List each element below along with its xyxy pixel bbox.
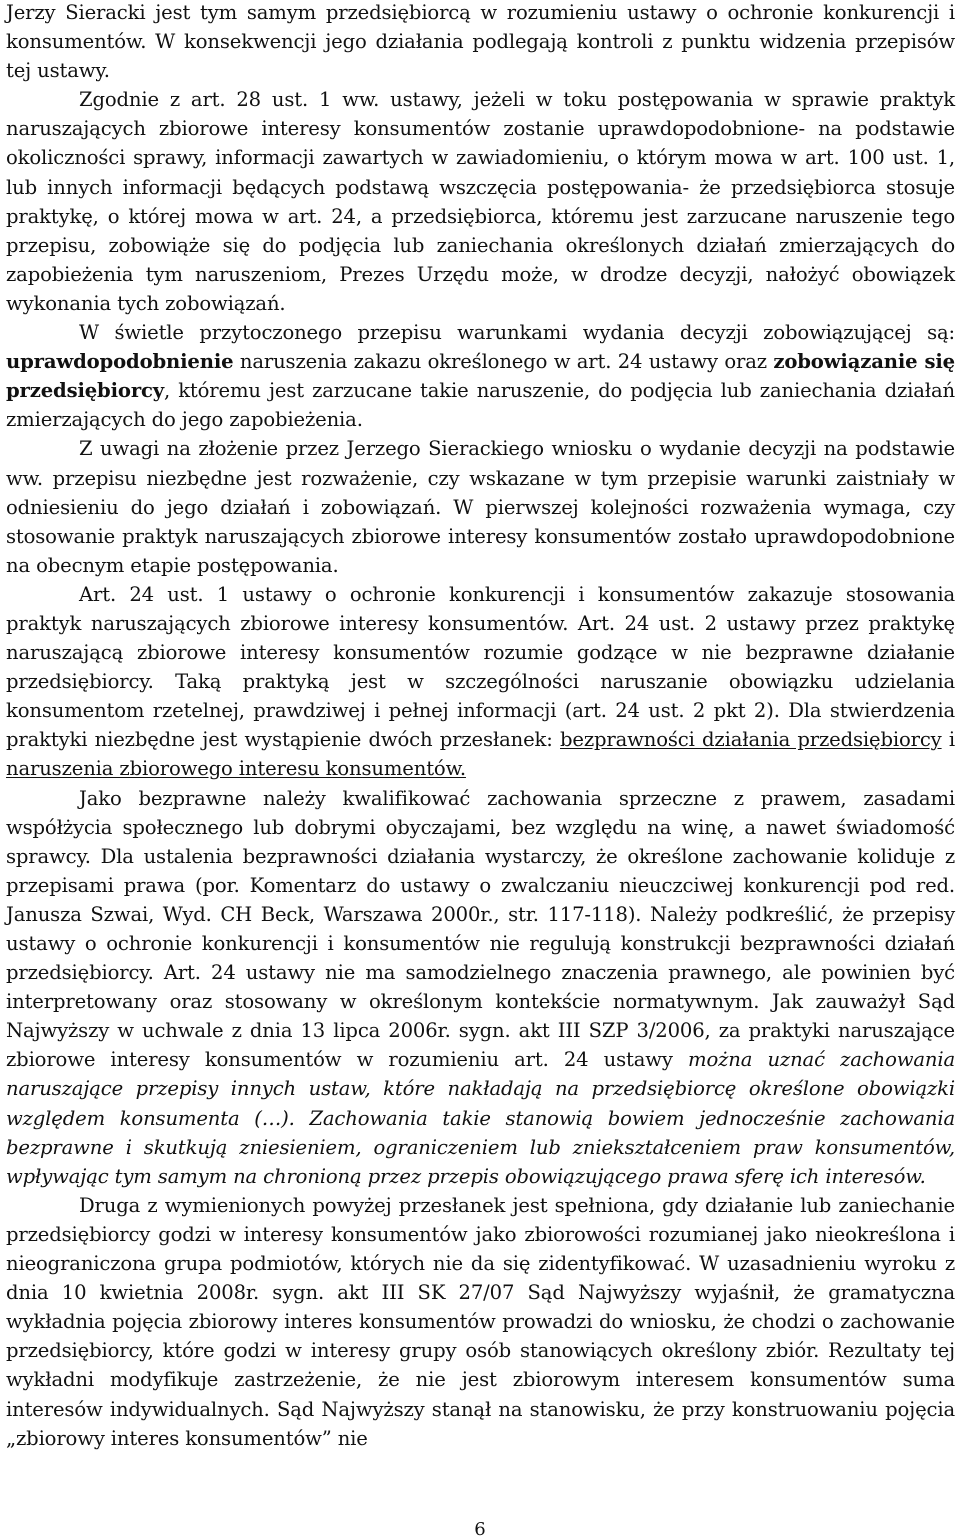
paragraph-3-text-1: W świetle przytoczonego przepisu warunkami wydania decyzji zobowiązującej są: — [79, 321, 955, 345]
paragraph-6-quote: można uznać zachowania naruszające przepisy innych ustaw, które nakładają na przedsiębiorcę określone obowiązki względem konsumenta (…). Zachowania takie stanowią bowiem jednocześnie zachowania bezprawne i skutkują zniesieniem, ograniczeniem lub zniekształceniem praw konsumentów, wpływając tym samym na chronioną przez przepis obowiązującego prawa sferę ich interesów. — [6, 1048, 956, 1188]
paragraph-5-text-1: Art. 24 ust. 1 ustawy o ochronie konkurencji i konsumentów zakazuje stosowania praktyk naruszających zbiorowe interesy konsumentów. Art. 24 ust. 2 ustawy przez praktykę naruszającą zbiorowe interesy konsumentów rozumie godzące w nie bezprawne działanie przedsiębiorcy. Taką praktyką jest w szczególności naruszanie obowiązku udzielania konsumentom rzetelnej, prawdziwej i pełnej informacji (art. 24 ust. 2 pkt 2). Dla stwierdzenia praktyki niezbędne jest wystąpienie dwóch przesłanek: — [6, 582, 955, 752]
paragraph-4: Z uwagi na złożenie przez Jerzego Sierackiego wniosku o wydanie decyzji na podstawie ww. przepisu niezbędne jest rozważenie, czy wskazane w tym przepisie warunki zaistniały w odniesieniu do jego działań i zobowiązań. W pierwszej kolejności rozważenia wymaga, czy stosowanie praktyk naruszających zbiorowe interesy konsumentów zostało uprawdopodobnione na obecnym etapie postępowania. — [6, 437, 955, 577]
paragraph-5-underline-2: naruszenia zbiorowego interesu konsumentów. — [6, 757, 466, 781]
document-page — [6, 0, 955, 1453]
paragraph-5-underline-1: bezprawności działania przedsiębiorcy — [560, 728, 942, 752]
paragraph-1: Jerzy Sieracki jest tym samym przedsiębiorcą w rozumieniu ustawy o ochronie konkurencji i konsumentów. W konsekwencji jego działania podlegają kontroli z punktu widzenia przepisów tej ustawy. — [6, 1, 955, 83]
paragraph-3-text-2: naruszenia zakazu określonego w art. 24 ustawy oraz — [233, 350, 774, 374]
paragraph-6-text-1: Jako bezprawne należy kwalifikować zachowania sprzeczne z prawem, zasadami współżycia społecznego lub dobrymi obyczajami, bez względu na winę, a nawet świadomość sprawcy. Dla ustalenia bezprawności działania wystarczy, że określone zachowanie koliduje z przepisami prawa (por. Komentarz do ustawy o zwalczaniu nieuczciwej konkurencji pod red. Janusza Szwai, Wyd. CH Beck, Warszawa 2000r., str. 117-118). Należy podkreślić, że przepisy ustawy o ochronie konkurencji i konsumentów nie regulują konstrukcji bezprawności działań przedsiębiorcy. Art. 24 ustawy nie ma samodzielnego znaczenia prawnego, ale powinien być interpretowany oraz stosowany w określonym kontekście normatywnym. Jak zauważył Sąd Najwyższy w uchwale z dnia 13 lipca 2006r. sygn. akt III SZP 3/2006, za praktyki naruszające zbiorowe interesy konsumentów w rozumieniu art. 24 ustawy — [6, 786, 955, 1072]
paragraph-2: Zgodnie z art. 28 ust. 1 ww. ustawy, jeżeli w toku postępowania w sprawie praktyk naruszających zbiorowe interesy konsumentów zostanie uprawdopodobnione- na podstawie okoliczności sprawy, informacji zawartych w zawiadomieniu, o którym mowa w art. 100 ust. 1, lub innych informacji będących podstawą wszczęcia postępowania- że przedsiębiorca stosuje praktykę, o której mowa w art. 24, a przedsiębiorca, któremu jest zarzucane naruszenie tego przepisu, zobowiąże się do podjęcia lub zaniechania określonych działań zmierzających do zapobieżenia tym naruszeniom, Prezes Urzędu może, w drodze decyzji, nałożyć obowiązek wykonania tych zobowiązań. — [6, 88, 955, 315]
page-number: 6 — [474, 1519, 486, 1540]
paragraph-3 — [6, 318, 955, 434]
paragraph-7: Druga z wymienionych powyżej przesłanek jest spełniona, gdy działanie lub zaniechanie przedsiębiorcy godzi w interesy konsumentów jako zbiorowości rozumianej jako nieokreślona i nieograniczona grupa podmiotów, których nie da się zidentyfikować. W uzasadnieniu wyroku z dnia 10 kwietnia 2008r. sygn. akt III SK 27/07 Sąd Najwyższy wyjaśnił, że gramatyczna wykładnia pojęcia zbiorowy interes konsumentów prowadzi do wniosku, że chodzi o zachowanie przedsiębiorcy, które godzi w interesy grupy osób stanowiących określony zbiór. Rezultaty tej wykładni modyfikuje zastrzeżenie, że nie jest zbiorowym interesem konsumentów suma interesów indywidualnych. Sąd Najwyższy stanął na stanowisku, że przy konstruowaniu pojęcia „zbiorowy interes konsumentów” nie — [6, 1193, 955, 1450]
paragraph-5 — [6, 580, 955, 784]
paragraph-3-text-3: , któremu jest zarzucane takie naruszenie, do podjęcia lub zaniechania działań zmierzających do jego zapobieżenia. — [6, 379, 955, 432]
paragraph-5-text-2: i — [941, 728, 955, 752]
paragraph-3-bold-2: zobowiązanie się przedsiębiorcy — [6, 350, 955, 403]
paragraph-6 — [6, 784, 955, 1191]
paragraph-3-bold-1: uprawdopodobnienie — [6, 350, 234, 374]
